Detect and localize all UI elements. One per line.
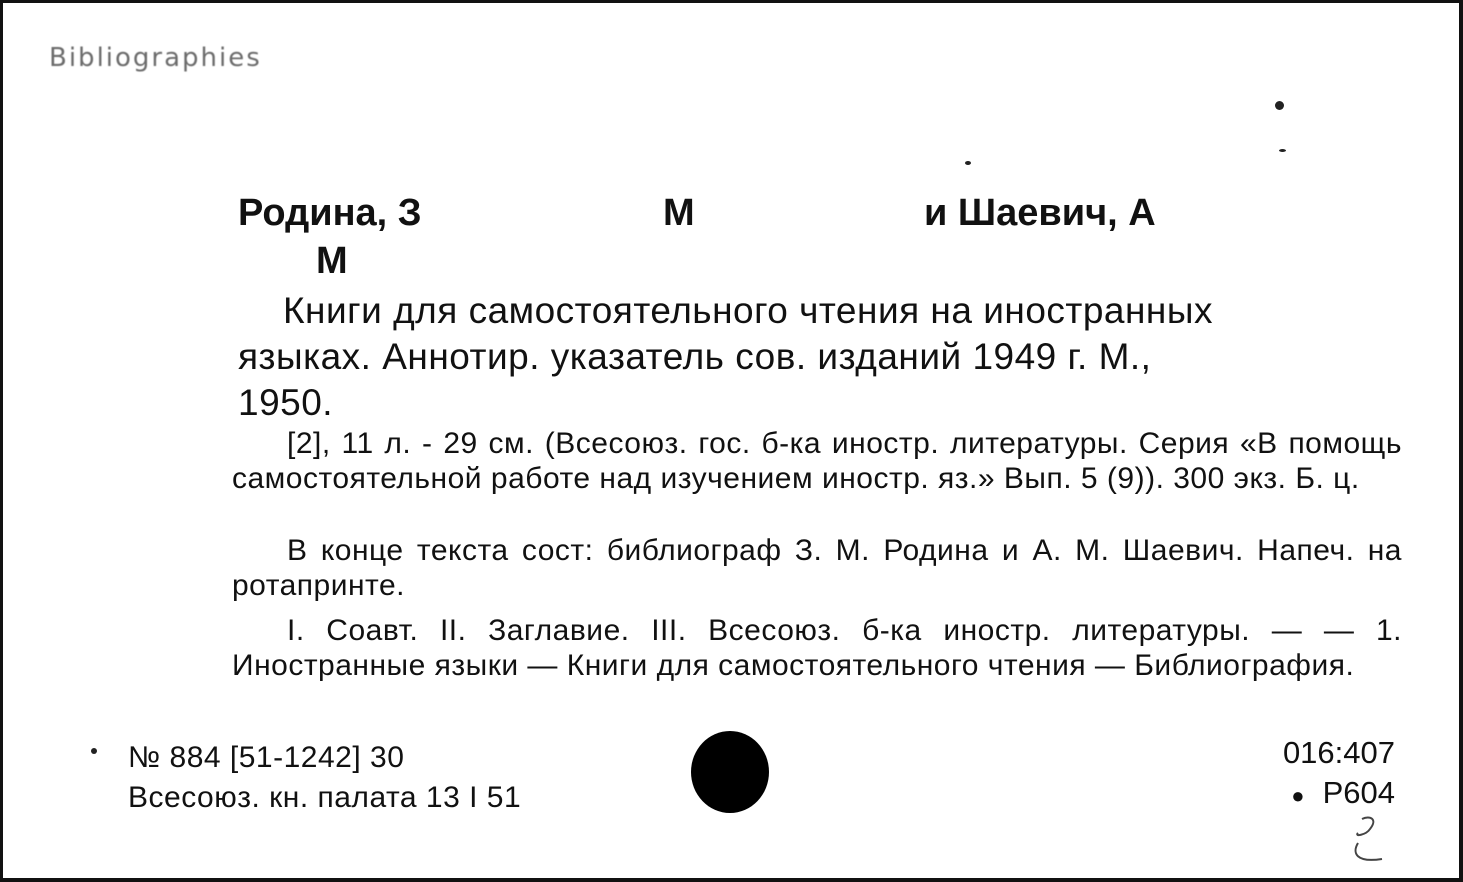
collation-paragraph [232, 426, 1402, 496]
title-line: языках. Аннотир. указатель сов. изданий 1949 г. М., [238, 336, 1152, 377]
book-chamber-line: Всесоюз. кн. палата 13 I 51 [128, 781, 522, 814]
tracings-paragraph [232, 613, 1402, 683]
note-paragraph [232, 533, 1402, 603]
author-initial-mid: М [663, 192, 695, 234]
ink-speck [1279, 149, 1286, 152]
ink-speck [965, 161, 971, 165]
title-line: Книги для самостоятельного чтения на иностранных [283, 290, 1213, 331]
tracings-text: I. Соавт. II. Заглавие. III. Всесоюз. б-ка иностр. литературы. — — 1. Иностранные языки — Книги для самостоятельного чтения — Библиография. [232, 614, 1402, 682]
title-line: 1950. [238, 382, 334, 423]
class-number: 016:407 [1282, 735, 1395, 770]
pencil-mark-icon [1348, 813, 1388, 868]
shelf-mark [1283, 773, 1395, 816]
faded-stamp: Bibliographies [49, 43, 262, 73]
shelf-mark-text: Р604 [1322, 775, 1395, 810]
card-number: № 884 [51-1242] 30 [128, 741, 405, 774]
coauthor-name: и Шаевич, А [924, 192, 1156, 234]
ink-speck [1275, 101, 1284, 110]
title-block [238, 288, 1403, 426]
author-surname: Родина, З [238, 192, 422, 234]
punch-hole [691, 731, 769, 813]
card-number-block [128, 738, 521, 818]
author-initial-second: М [316, 240, 348, 282]
bullet-icon: ● [1291, 783, 1305, 808]
collation-text: [2], 11 л. - 29 см. (Всесоюз. гос. б-ка иностр. литературы. Серия «В помощь самостоятельной работе над изучением иностр. яз.» Вып. 5 (9)). 300 экз. Б. ц. [232, 427, 1402, 495]
note-text: В конце текста сост: библиограф З. М. Родина и А. М. Шаевич. Напеч. на ротапринте. [232, 534, 1402, 602]
classification-block [1283, 733, 1395, 816]
ink-speck [91, 748, 97, 754]
